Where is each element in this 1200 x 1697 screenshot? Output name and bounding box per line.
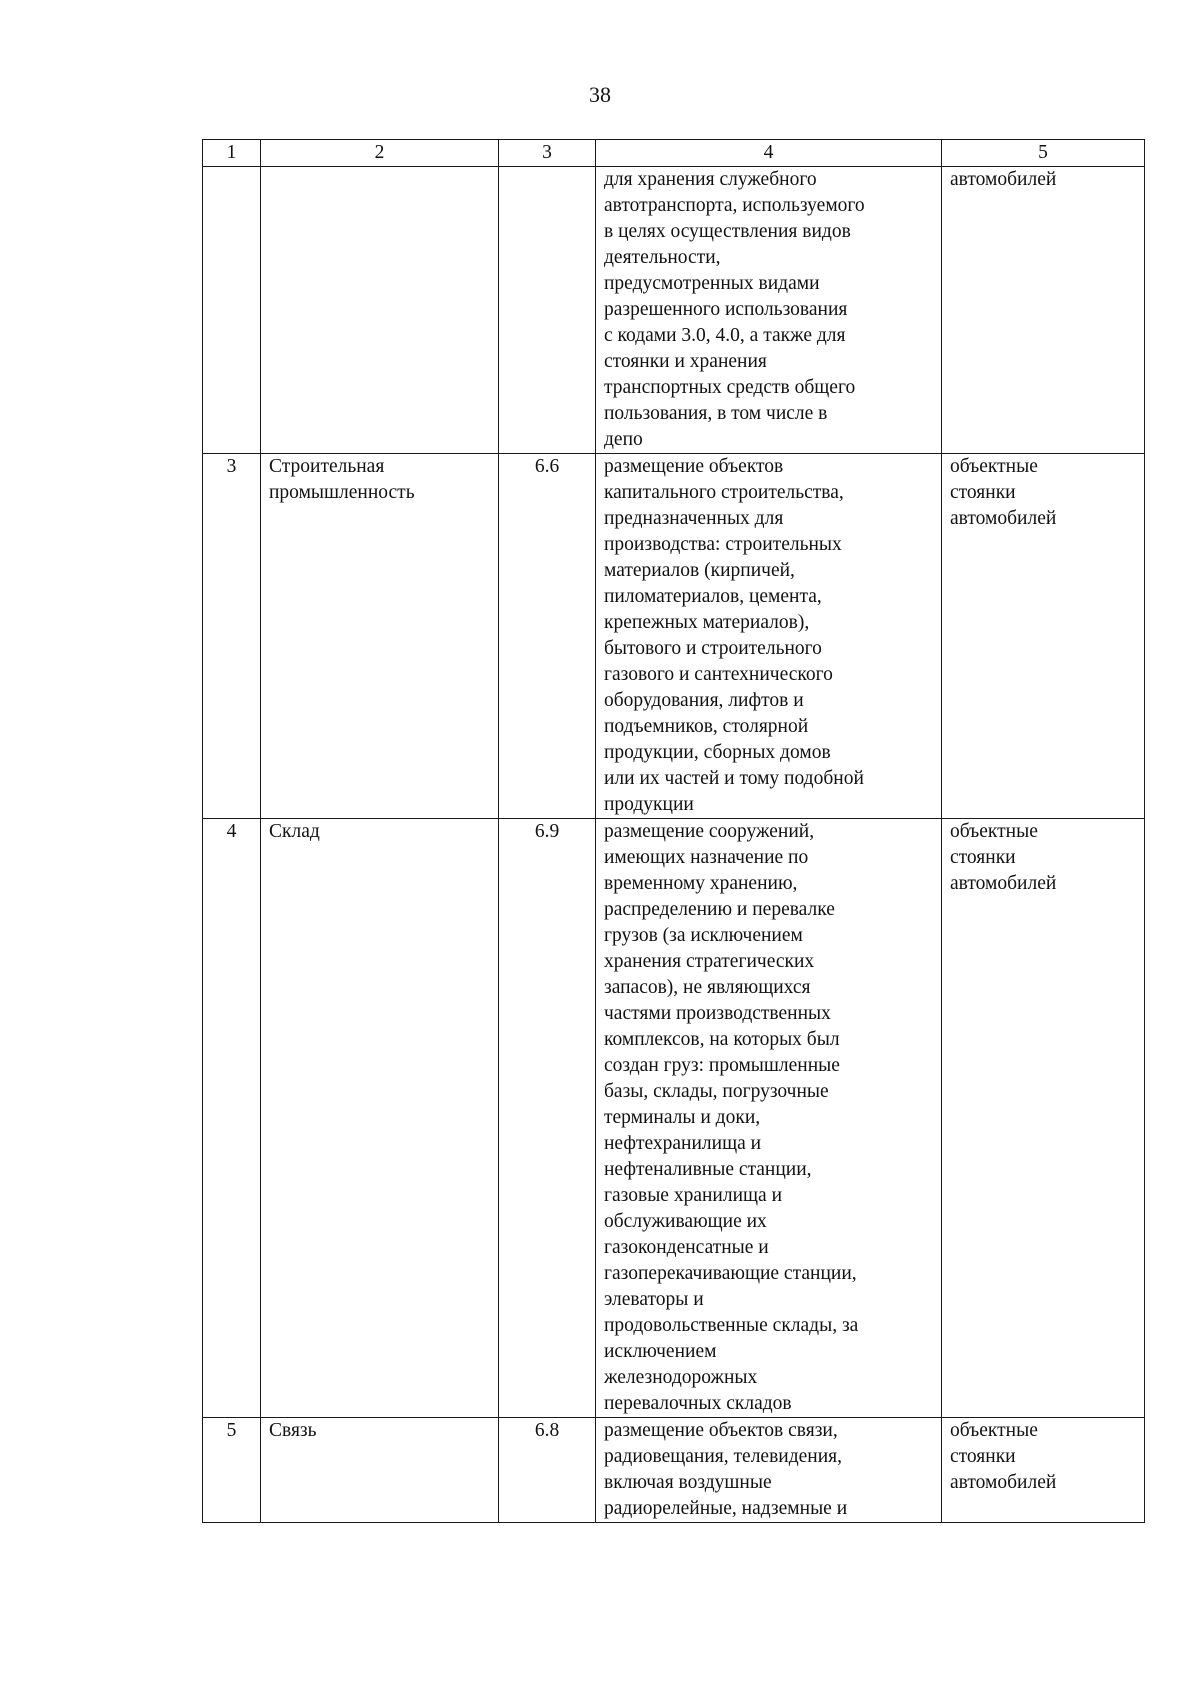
- use-code-cell: 6.9: [499, 819, 596, 1418]
- row-number-cell: 5: [203, 1418, 261, 1523]
- row-number-cell: 4: [203, 819, 261, 1418]
- parking-cell: автомобилей: [942, 167, 1145, 454]
- use-description-cell: размещение объектов связи, радиовещания, телевидения, включая воздушные радиорелейные, надземные и: [596, 1418, 942, 1523]
- use-name-cell: Склад: [261, 819, 499, 1418]
- table-row: [203, 1418, 1145, 1523]
- use-name-cell: [261, 167, 499, 454]
- parking-cell: объектные стоянки автомобилей: [942, 1418, 1145, 1523]
- header-cell: 1: [203, 140, 261, 167]
- use-code-cell: [499, 167, 596, 454]
- parking-cell: объектные стоянки автомобилей: [942, 819, 1145, 1418]
- page-number: 38: [589, 82, 611, 107]
- use-name-cell: Строительная промышленность: [261, 454, 499, 819]
- use-description-cell: размещение объектов капитального строительства, предназначенных для производства: строительных материалов (кирпичей, пиломатериалов, цемента, крепежных материалов), бытового и строительного газового и сантехнического оборудования, лифтов и подъемников, столярной продукции, сборных домов или их частей и тому подобной продукции: [596, 454, 942, 819]
- table-row: [203, 454, 1145, 819]
- table-header-row: [203, 140, 1145, 167]
- use-name-cell: Связь: [261, 1418, 499, 1523]
- header-cell: 2: [261, 140, 499, 167]
- header-cell: 3: [499, 140, 596, 167]
- header-cell: 5: [942, 140, 1145, 167]
- row-number-cell: [203, 167, 261, 454]
- use-code-cell: 6.6: [499, 454, 596, 819]
- row-number-cell: 3: [203, 454, 261, 819]
- parking-cell: объектные стоянки автомобилей: [942, 454, 1145, 819]
- table-row: [203, 819, 1145, 1418]
- table-row: [203, 167, 1145, 454]
- use-code-cell: 6.8: [499, 1418, 596, 1523]
- header-cell: 4: [596, 140, 942, 167]
- land-use-table: [202, 139, 1145, 1523]
- use-description-cell: размещение сооружений, имеющих назначение по временному хранению, распределению и перевалке грузов (за исключением хранения стратегических запасов), не являющихся частями производственных комплексов, на которых был создан груз: промышленные базы, склады, погрузочные терминалы и доки, нефтехранилища и нефтеналивные станции, газовые хранилища и обслуживающие их газоконденсатные и газоперекачивающие станции, элеваторы и продовольственные склады, за исключением железнодорожных перевалочных складов: [596, 819, 942, 1418]
- use-description-cell: для хранения служебного автотранспорта, используемого в целях осуществления видов деятельности, предусмотренных видами разрешенного использования с кодами 3.0, 4.0, а также для стоянки и хранения транспортных средств общего пользования, в том числе в депо: [596, 167, 942, 454]
